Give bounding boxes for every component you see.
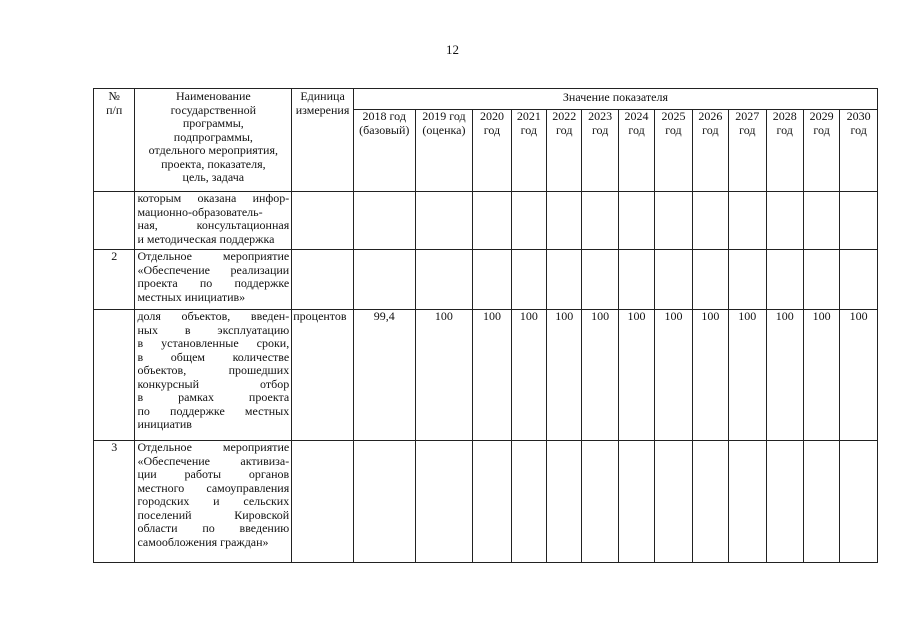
row-name-line: объектов, прошедших [137, 363, 290, 377]
row-value: 100 [473, 310, 511, 441]
row-value [618, 192, 654, 250]
row-name-line: ции работы органов [137, 467, 290, 481]
row-name-line: по поддержке местных [137, 403, 290, 418]
row-value [547, 250, 582, 310]
header-name: Наименование государственной программы, подпрограммы, отдельного мероприятия, проекта, показателя, цель, задача [135, 89, 292, 192]
row-value [511, 441, 546, 563]
row-value [692, 250, 728, 310]
row-name-line: местных инициатив» [137, 289, 246, 304]
row-value [840, 192, 878, 250]
row-name-line: городских и сельских [137, 494, 290, 508]
header-unit: Единица измерения [292, 89, 354, 192]
row-name-line: проекта по поддержке [137, 276, 290, 290]
header-year-1: 2019 год (оценка) [415, 110, 473, 192]
header-year-7: 2025 год [655, 110, 692, 192]
row-name [135, 441, 292, 563]
row-value [415, 192, 473, 250]
row-value [766, 250, 803, 310]
row-value: 100 [729, 310, 766, 441]
header-year-8: 2026 год [692, 110, 728, 192]
row-name [135, 192, 292, 250]
row-value [353, 250, 415, 310]
header-year-5: 2023 год [582, 110, 618, 192]
header-year-4: 2022 год [547, 110, 582, 192]
row-value: 100 [511, 310, 546, 441]
row-value [582, 250, 618, 310]
row-name [135, 250, 292, 310]
row-value [766, 441, 803, 563]
row-name-line: местного самоуправления [137, 480, 290, 495]
row-name-line: в общем количестве [137, 349, 290, 364]
row-name-line: доля объектов, введен- [137, 309, 290, 323]
header-year-2: 2020 год [473, 110, 511, 192]
row-value: 100 [766, 310, 803, 441]
table-row [94, 250, 878, 310]
row-value [840, 441, 878, 563]
row-value [511, 250, 546, 310]
row-name-line: самообложения граждан» [137, 534, 269, 549]
row-value [353, 192, 415, 250]
row-number: 3 [94, 441, 135, 563]
row-value [729, 441, 766, 563]
row-value: 100 [547, 310, 582, 441]
row-value [655, 192, 692, 250]
row-number: 2 [94, 250, 135, 310]
header-year-11: 2029 год [803, 110, 839, 192]
table-row [94, 192, 878, 250]
row-value: 100 [415, 310, 473, 441]
row-name-line: «Обеспечение активиза- [137, 453, 290, 468]
row-value [353, 441, 415, 563]
row-value [473, 441, 511, 563]
row-value [511, 192, 546, 250]
row-value [692, 192, 728, 250]
indicator-table [93, 88, 878, 563]
row-value [729, 250, 766, 310]
row-value [692, 441, 728, 563]
row-value: 100 [840, 310, 878, 441]
row-value [655, 250, 692, 310]
row-unit: процентов [292, 310, 354, 441]
row-value [618, 441, 654, 563]
row-value [547, 441, 582, 563]
table-row [94, 310, 878, 441]
row-name-line: Отдельное мероприятие [137, 249, 290, 263]
header-values-group: Значение показателя [353, 89, 877, 110]
row-name-line: области по введению [137, 521, 290, 535]
row-value: 100 [618, 310, 654, 441]
row-value [547, 192, 582, 250]
row-name-line: в установленные сроки, [137, 336, 290, 350]
header-year-3: 2021 год [511, 110, 546, 192]
row-value [473, 192, 511, 250]
header-year-0: 2018 год (базовый) [353, 110, 415, 192]
row-value [415, 250, 473, 310]
header-num: № п/п [94, 89, 135, 192]
row-number [94, 310, 135, 441]
row-value [618, 250, 654, 310]
row-unit [292, 441, 354, 563]
row-value [582, 441, 618, 563]
row-name [135, 310, 292, 441]
row-number [94, 192, 135, 250]
row-unit [292, 192, 354, 250]
row-value: 99,4 [353, 310, 415, 441]
row-value [473, 250, 511, 310]
row-value [803, 250, 839, 310]
row-name-line: в рамках проекта [137, 390, 290, 404]
row-value [729, 192, 766, 250]
row-value [803, 192, 839, 250]
row-value [840, 250, 878, 310]
row-name-line: конкурсный отбор [137, 376, 290, 391]
row-value [415, 441, 473, 563]
row-name-line: ных в эксплуатацию [137, 322, 290, 337]
header-year-10: 2028 год [766, 110, 803, 192]
row-name-line: Отдельное мероприятие [137, 440, 290, 454]
row-value [803, 441, 839, 563]
row-value [655, 441, 692, 563]
header-year-6: 2024 год [618, 110, 654, 192]
row-value: 100 [803, 310, 839, 441]
row-unit [292, 250, 354, 310]
row-value: 100 [655, 310, 692, 441]
row-name-line: поселений Кировской [137, 507, 290, 522]
row-value: 100 [692, 310, 728, 441]
row-name-line: ная, консультационная [137, 218, 290, 232]
row-name-line: «Обеспечение реализации [137, 262, 290, 277]
row-value [766, 192, 803, 250]
row-name-line: которым оказана инфор- [137, 191, 290, 205]
header-year-12: 2030 год [840, 110, 878, 192]
header-year-9: 2027 год [729, 110, 766, 192]
row-name-line: мационно-образователь- [137, 204, 263, 219]
page-number: 12 [446, 42, 459, 57]
row-value [582, 192, 618, 250]
row-value: 100 [582, 310, 618, 441]
row-name-line: инициатив [137, 417, 192, 431]
table-row [94, 441, 878, 563]
row-name-line: и методическая поддержка [137, 231, 275, 246]
